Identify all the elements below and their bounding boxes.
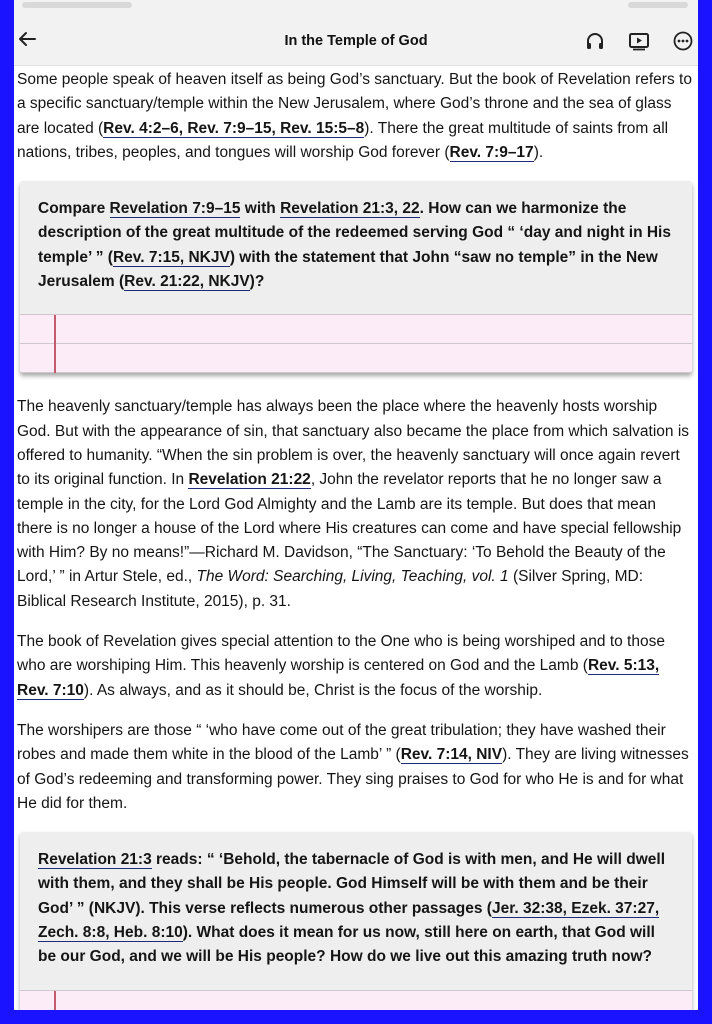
answer-note-field[interactable] — [20, 990, 692, 1010]
note-line — [20, 344, 692, 373]
text-run: reads: “ ‘Behold, the tabernacle of God is with men, and He will dwell with them, and they shall be His people. God Himself will be with them and be their God’ ” (NKJV). This verse reflects numerous other passages ( — [38, 851, 666, 917]
note-line — [20, 991, 692, 1010]
paragraph-3 — [17, 630, 695, 703]
text-run: ). As always, and as it should be, Christ is the focus of the worship. — [83, 681, 543, 699]
note-margin-line — [54, 315, 56, 373]
lesson-content — [14, 66, 698, 1010]
scripture-link[interactable]: Revelation 7:9–15 — [109, 200, 241, 218]
text-run: ). They are living witnesses of God’s redeeming and transforming power. They sing praises to God for who He is and for what He did for them. — [17, 746, 689, 812]
text-run: . How can we harmonize the description of the great multitude of the redeemed serving God “ ‘day and night in His temple’ ” ( — [38, 200, 671, 266]
page-title: In the Temple of God — [284, 33, 428, 49]
text-run: The heavenly sanctuary/temple has always been the place where the heavenly hosts worship God. But with the appearance of sin, that sanctuary also became the place from which salvation is offered to humanity. “When the sin problem is over, the heavenly sanctuary will once again revert to its original function. In — [17, 398, 690, 489]
scripture-link[interactable]: Jer. 32:38, Ezek. 37:27, Zech. 8:8, Heb. 8:10 — [38, 899, 660, 942]
text-run: , John the revelator reports that he no longer saw a temple in the city, for the Lord God Almighty and the Lamb are its temple. But does that mean there is no longer a house of the Lord where His creatures can come and have special fellowship with Him? By no means!”—Richard M. Davidson, “The Sanctuary: ‘To Behold the Beauty of the Lord,’ ” in Artur Stele, ed., — [17, 471, 682, 586]
text-run: ). There the great multitude of saints from all nations, tribes, peoples, and tongues will worship God forever ( — [17, 119, 669, 161]
text-run: Some people speak of heaven itself as being God’s sanctuary. But the book of Revelation refers to a specific sanctuary/temple within the New Jerusalem, where God’s throne and the sea of glass are located ( — [17, 71, 692, 137]
question-text — [20, 832, 692, 989]
scripture-link[interactable]: Rev. 7:14, NIV — [400, 746, 503, 764]
scripture-link[interactable]: Rev. 4:2–6, Rev. 7:9–15, Rev. 15:5–8 — [103, 119, 365, 137]
status-bar-right — [628, 2, 688, 8]
scripture-link[interactable]: Rev. 5:13, Rev. 7:10 — [17, 657, 660, 699]
scripture-link[interactable]: Revelation 21:3, 22 — [280, 200, 420, 218]
text-run: The book of Revelation gives special attention to the One who is being worshiped and to those who are worshiping Him. This heavenly worship is centered on God and the Lamb ( — [17, 633, 665, 675]
note-margin-line — [54, 991, 56, 1010]
headphones-icon[interactable] — [584, 30, 606, 52]
text-run: ). — [533, 143, 544, 161]
scripture-link[interactable]: Rev. 7:15, NKJV — [112, 248, 230, 266]
note-line — [20, 315, 692, 344]
play-video-icon[interactable] — [628, 30, 650, 52]
scripture-link[interactable]: Revelation 21:3 — [38, 851, 152, 869]
text-run: Compare — [38, 200, 110, 218]
text-run: ) with the statement that John “saw no temple” in the New Jerusalem ( — [38, 248, 658, 291]
text-run: (Silver Spring, MD: Biblical Research Institute, 2015), p. 31. — [17, 568, 644, 610]
scripture-link[interactable]: Revelation 21:22 — [188, 471, 311, 489]
paragraph-1 — [17, 68, 695, 165]
answer-note-field[interactable] — [20, 314, 692, 373]
text-run: with — [240, 200, 281, 218]
scripture-link[interactable]: Rev. 7:9–17 — [449, 143, 534, 161]
status-bar-left — [22, 2, 132, 8]
text-run: The worshipers are those “ ‘who have come out of the great tribulation; they have washed their robes and made them white in the blood of the Lamb’ ” ( — [17, 721, 666, 764]
book-title: The Word: Searching, Living, Teaching, vol. 1 — [196, 568, 509, 586]
app-frame — [14, 0, 698, 1010]
text-run: )? — [249, 273, 265, 291]
discussion-question-2 — [20, 832, 692, 1010]
question-text — [20, 181, 692, 314]
paragraph-2 — [17, 395, 695, 614]
toolbar-actions — [584, 30, 694, 52]
discussion-question-1 — [20, 181, 692, 373]
text-run: ). What does it mean for us now, still here on earth, that God will be our God, and we will be His people? How do we live out this amazing truth now? — [38, 924, 655, 966]
top-app-bar — [14, 16, 698, 66]
status-bar — [14, 0, 698, 16]
more-options-icon[interactable] — [672, 30, 694, 52]
paragraph-4 — [17, 719, 695, 816]
scripture-link[interactable]: Rev. 21:22, NKJV — [124, 273, 250, 291]
